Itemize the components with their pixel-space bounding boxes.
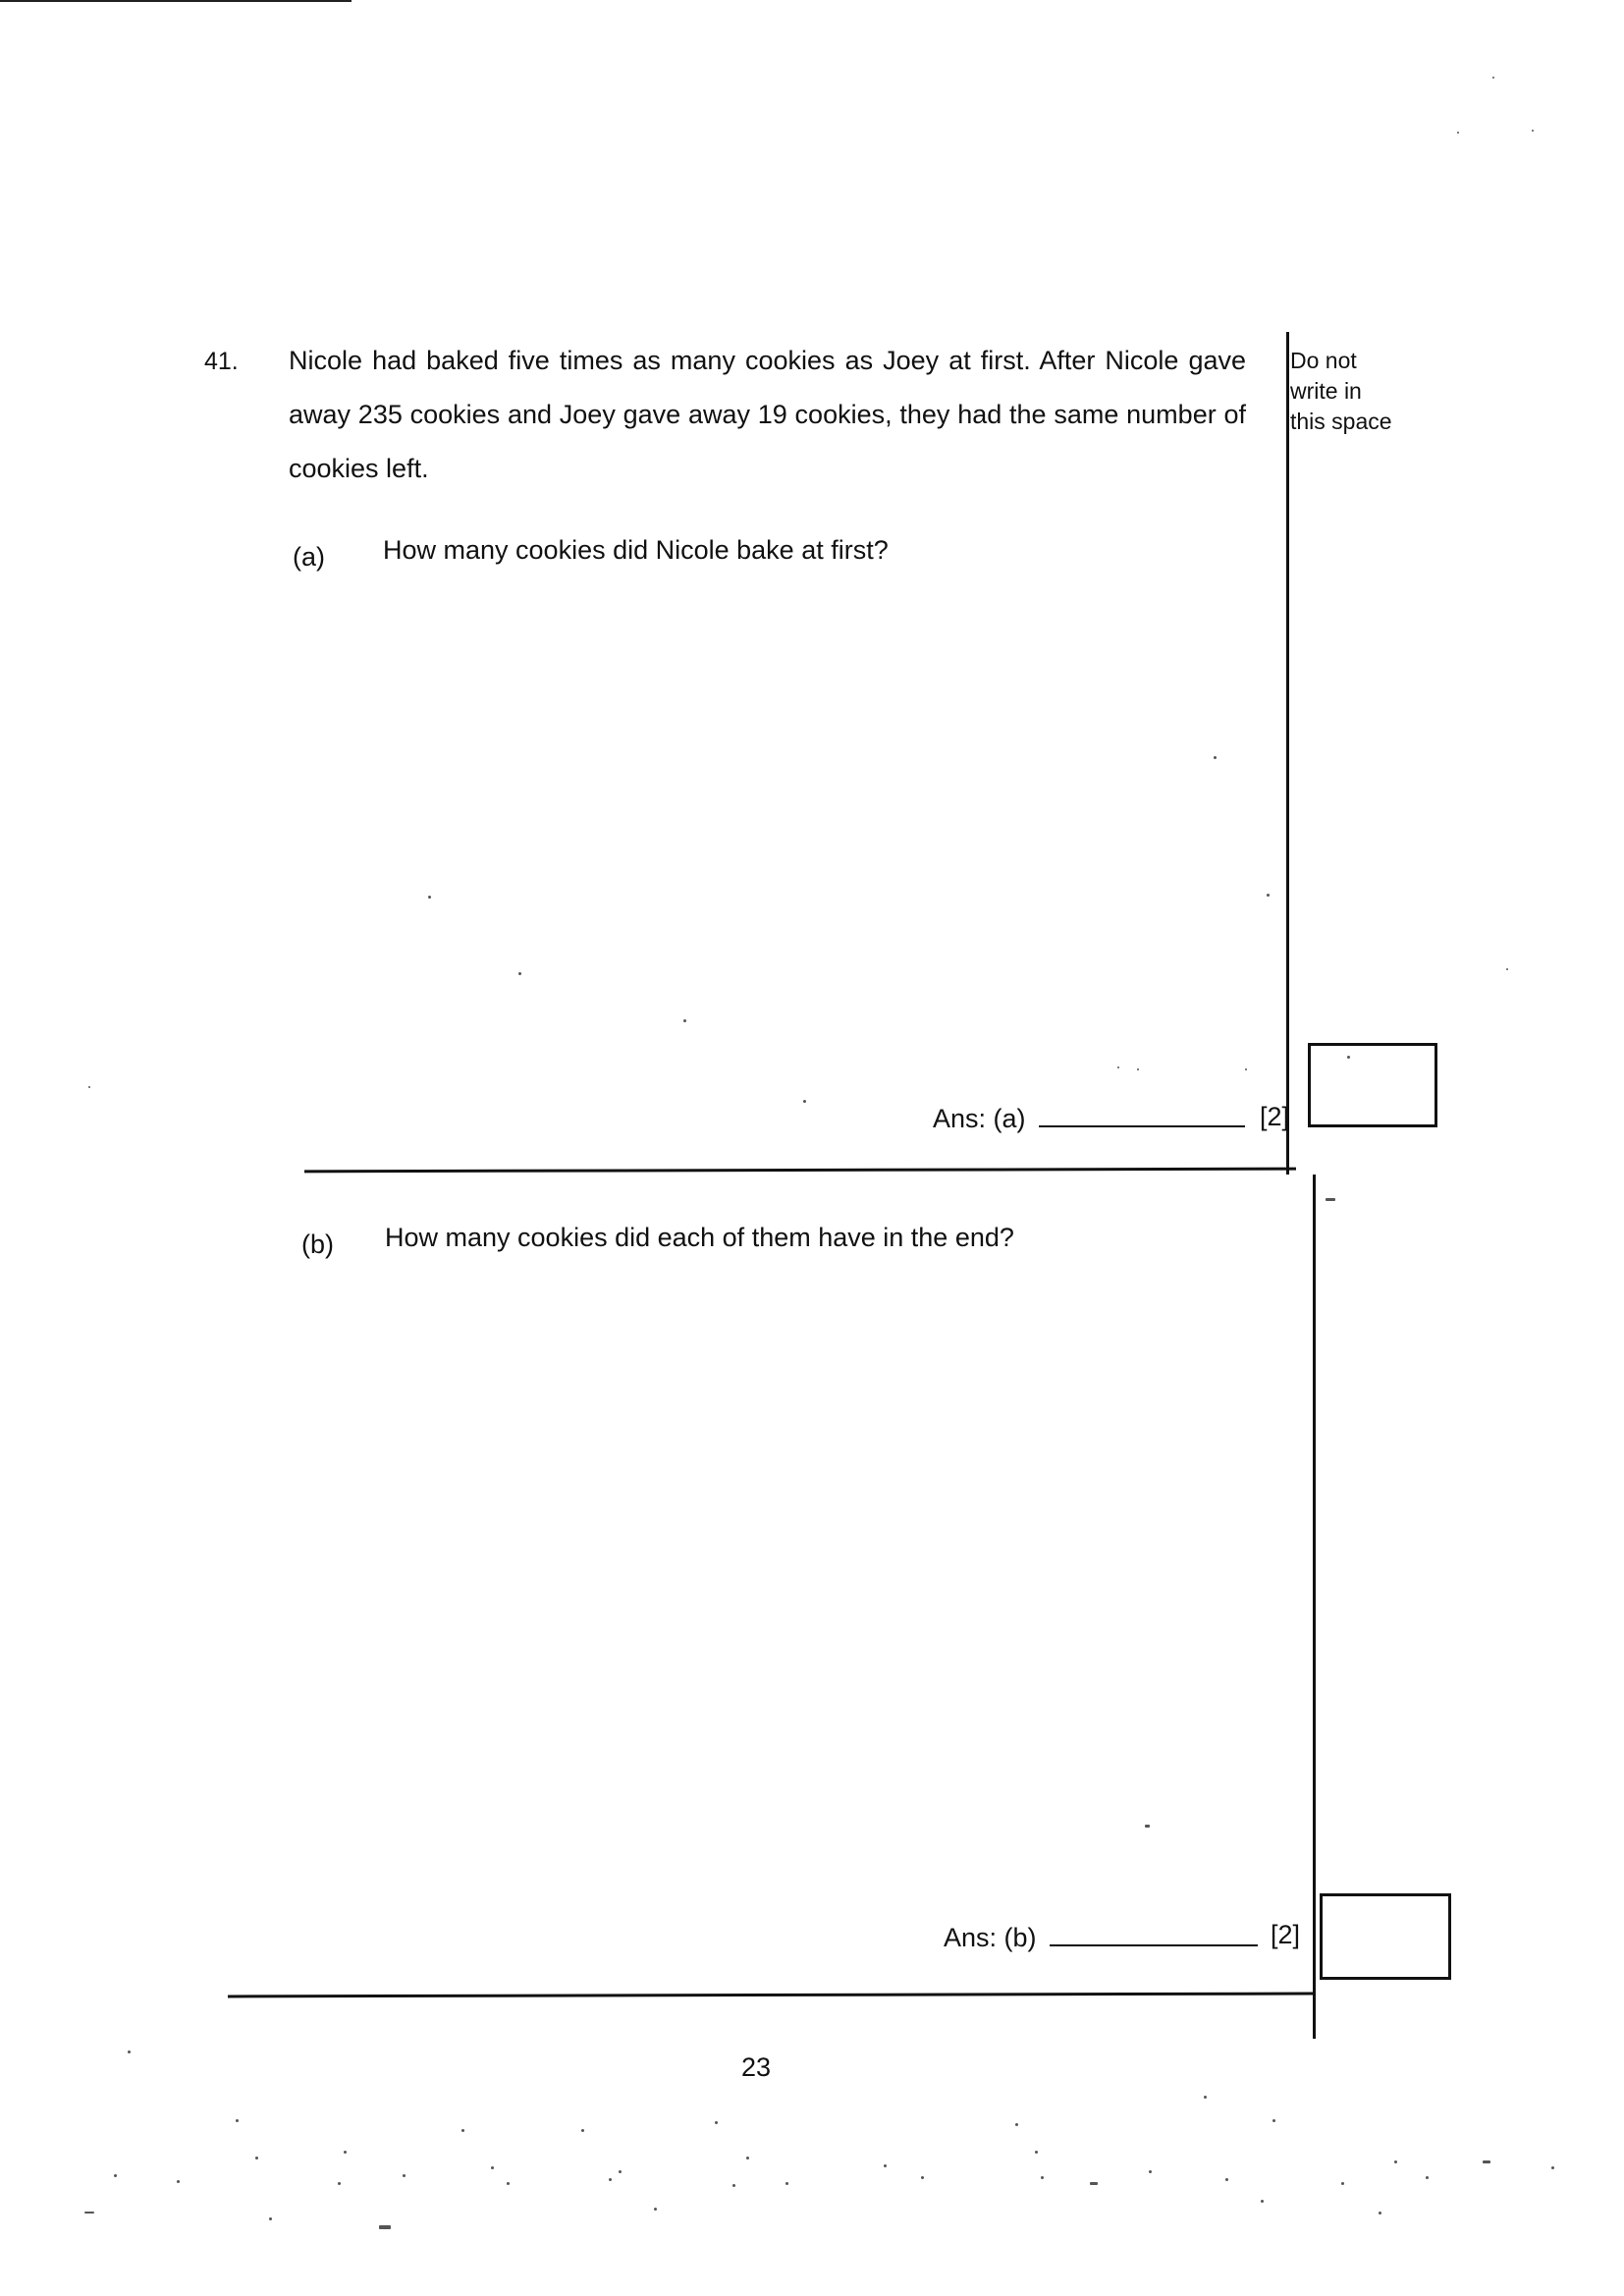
part-a-answer-field[interactable] <box>1039 1125 1245 1127</box>
speck <box>114 2174 117 2177</box>
speck <box>715 2121 718 2124</box>
speck <box>785 2182 788 2185</box>
margin-rule-lower <box>1313 1175 1316 2039</box>
speck <box>1551 2166 1554 2169</box>
speck <box>1035 2151 1038 2154</box>
speck <box>344 2151 347 2154</box>
speck <box>84 2212 94 2214</box>
speck <box>1326 1198 1335 1201</box>
speck <box>1225 2178 1228 2181</box>
speck <box>609 2178 612 2181</box>
part-b-label: (b) <box>301 1230 334 1259</box>
speck <box>1532 130 1534 132</box>
speck <box>1261 2200 1264 2203</box>
speck <box>177 2180 180 2183</box>
part-a-answer-row <box>933 1104 1245 1134</box>
speck <box>128 2050 131 2053</box>
part-b-question: How many cookies did each of them have in the end? <box>385 1223 1014 1252</box>
question-text: Nicole had baked five times as many cookies as Joey at first. After Nicole gave away 235 cookies and Joey gave away 19 cookies, they had the same number of cookies left. <box>289 346 1246 483</box>
part-b-answer-row <box>944 1923 1258 1953</box>
speck <box>1149 2170 1152 2173</box>
part-a-label: (a) <box>293 542 325 572</box>
bottom-rule <box>228 1993 1313 1998</box>
speck <box>1394 2160 1397 2163</box>
speck <box>1347 1056 1350 1059</box>
margin-note-line-1: Do not <box>1290 348 1357 373</box>
part-a-answer-prefix: Ans: (a) <box>933 1104 1026 1133</box>
speck <box>403 2174 406 2177</box>
speck <box>1506 968 1508 970</box>
question-number: 41. <box>204 348 239 375</box>
part-b-answer-prefix: Ans: (b) <box>944 1923 1037 1952</box>
speck <box>884 2164 887 2167</box>
header-rule <box>0 0 352 2</box>
margin-note <box>1290 346 1392 437</box>
speck <box>1492 77 1494 79</box>
part-divider <box>304 1168 1296 1174</box>
speck <box>507 2182 510 2185</box>
part-a-marks: [2] <box>1260 1102 1290 1131</box>
speck <box>338 2182 341 2185</box>
speck <box>1090 2182 1098 2185</box>
speck <box>518 972 521 975</box>
part-b-score-box[interactable] <box>1320 1893 1451 1980</box>
speck <box>581 2129 584 2132</box>
speck <box>1117 1066 1119 1068</box>
speck <box>1379 2212 1381 2214</box>
speck <box>1041 2176 1044 2179</box>
speck <box>461 2129 464 2132</box>
speck <box>1267 894 1270 897</box>
speck <box>1137 1068 1139 1070</box>
speck <box>428 896 431 899</box>
speck <box>88 1086 90 1088</box>
speck <box>654 2208 657 2211</box>
speck <box>921 2176 924 2179</box>
speck <box>619 2170 622 2173</box>
speck <box>1426 2176 1429 2179</box>
page-number: 23 <box>740 2052 772 2082</box>
speck <box>732 2184 735 2187</box>
speck <box>746 2157 749 2159</box>
speck <box>379 2225 391 2229</box>
part-a-question: How many cookies did Nicole bake at first? <box>383 535 889 565</box>
part-b-marks: [2] <box>1271 1920 1301 1949</box>
speck <box>683 1019 686 1022</box>
speck <box>1204 2096 1207 2099</box>
speck <box>1145 1825 1150 1828</box>
speck <box>1457 132 1459 134</box>
speck <box>269 2217 272 2220</box>
margin-note-line-3: this space <box>1290 409 1392 434</box>
speck <box>1015 2123 1018 2126</box>
speck <box>255 2157 258 2159</box>
speck <box>803 1100 806 1103</box>
speck <box>1272 2119 1275 2122</box>
margin-rule-upper <box>1286 332 1289 1175</box>
part-a-score-box[interactable] <box>1308 1043 1437 1127</box>
part-b-answer-field[interactable] <box>1050 1944 1258 1946</box>
speck <box>1245 1068 1247 1070</box>
speck <box>1483 2160 1490 2163</box>
margin-note-line-2: write in <box>1290 378 1362 404</box>
speck <box>236 2119 239 2122</box>
speck <box>491 2166 494 2169</box>
speck <box>1214 756 1217 759</box>
speck <box>1341 2182 1344 2185</box>
